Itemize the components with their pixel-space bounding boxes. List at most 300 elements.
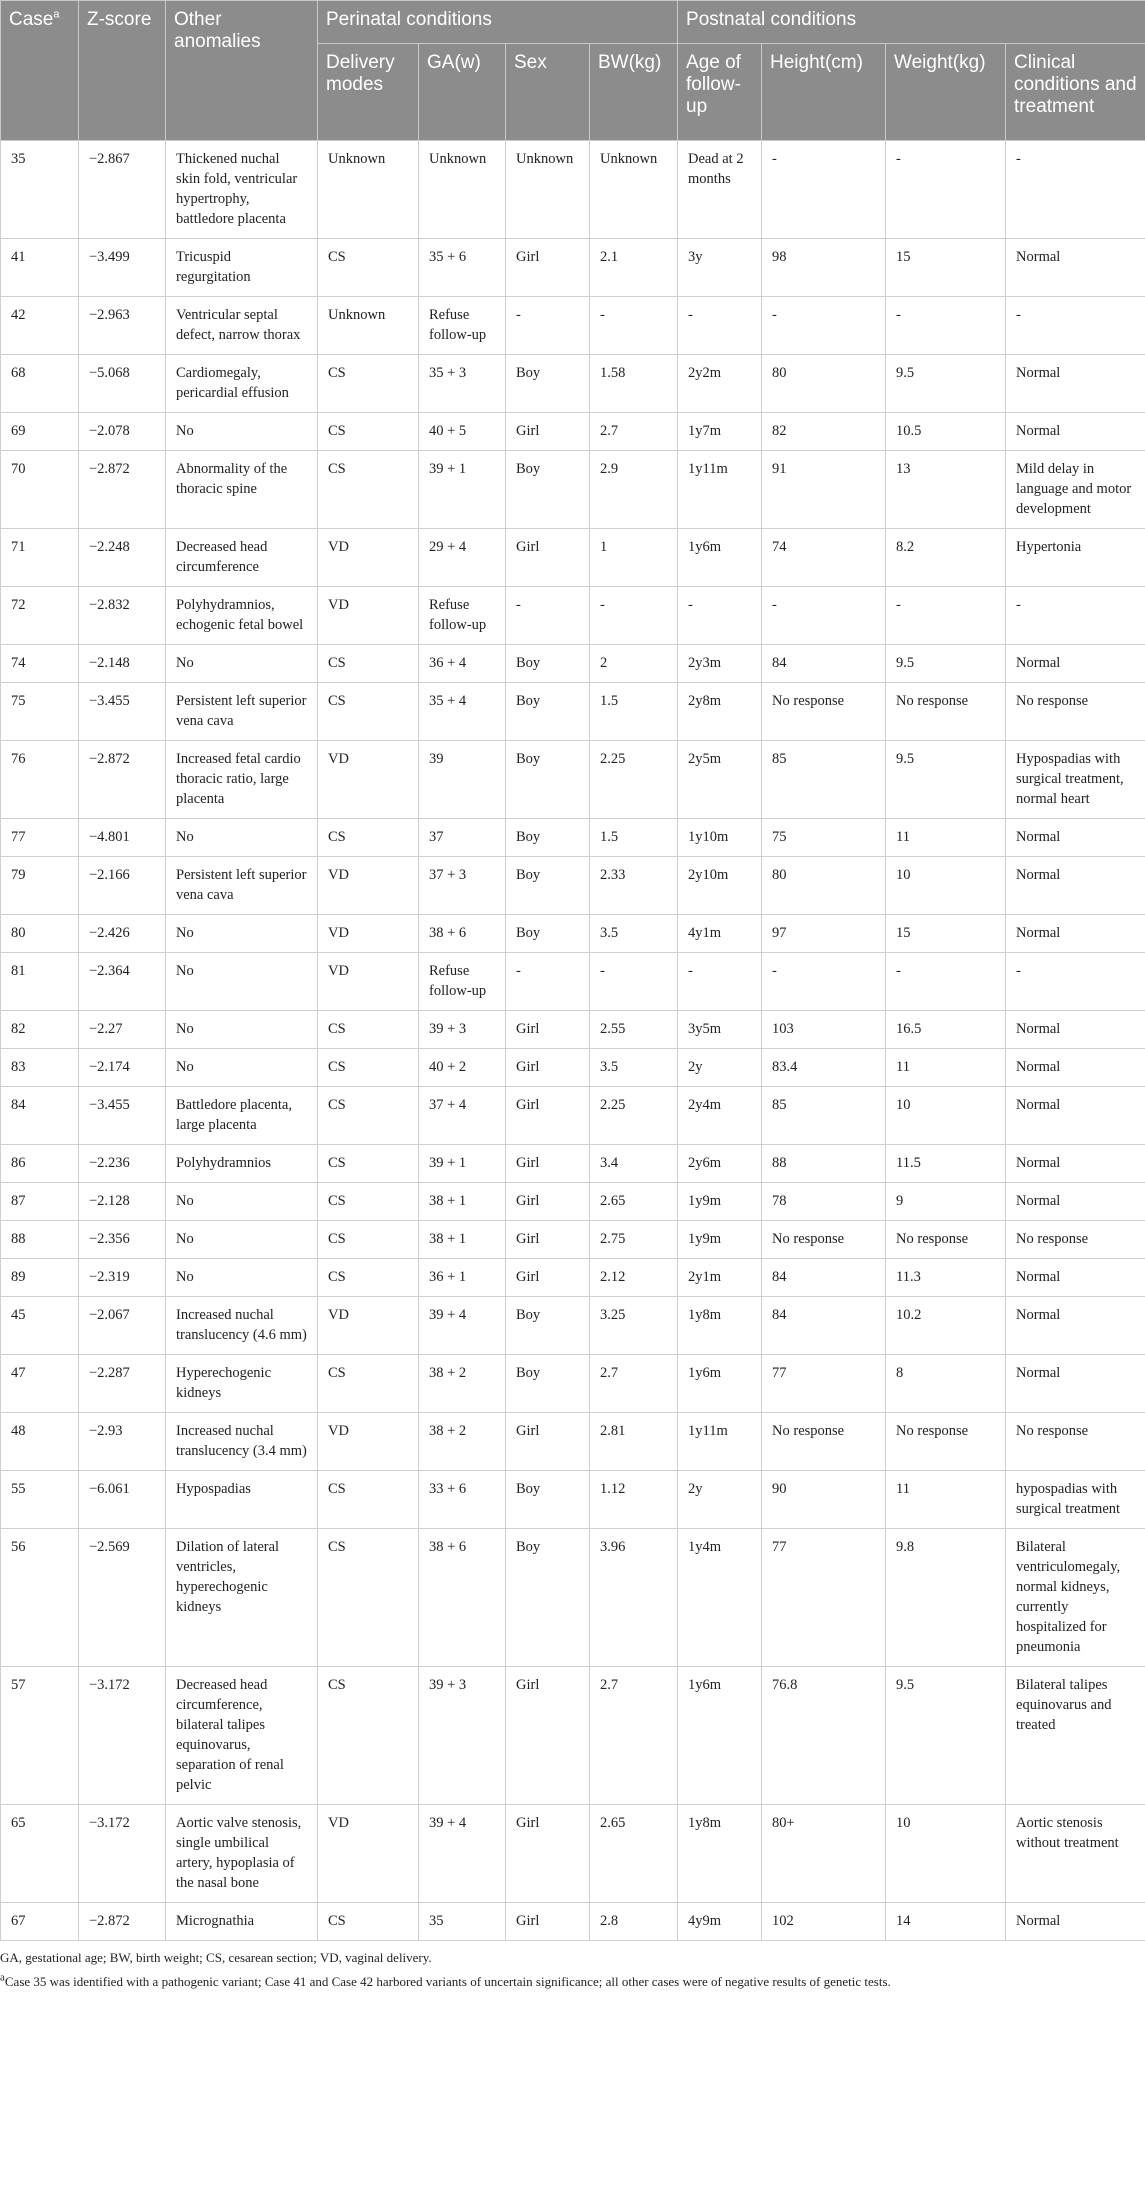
table-row bbox=[1, 1183, 1145, 1221]
cell-sex: Girl bbox=[506, 529, 590, 587]
cell-age-of-follow-up: 2y5m bbox=[678, 741, 762, 819]
table-row bbox=[1, 1903, 1145, 1941]
cell-weight: 8.2 bbox=[886, 529, 1006, 587]
cell-sex: - bbox=[506, 587, 590, 645]
cell-delivery-mode: Unknown bbox=[318, 141, 419, 239]
cell-weight: 11.5 bbox=[886, 1145, 1006, 1183]
cell-height: 80+ bbox=[762, 1805, 886, 1903]
cell-zscore: −2.128 bbox=[79, 1183, 166, 1221]
cell-other-anomalies: No bbox=[166, 1183, 318, 1221]
cell-sex: Boy bbox=[506, 683, 590, 741]
table-row bbox=[1, 1221, 1145, 1259]
cell-age-of-follow-up: 1y9m bbox=[678, 1221, 762, 1259]
cell-weight: - bbox=[886, 587, 1006, 645]
cell-sex: Boy bbox=[506, 857, 590, 915]
cell-delivery-mode: CS bbox=[318, 451, 419, 529]
cell-age-of-follow-up: 2y6m bbox=[678, 1145, 762, 1183]
cell-zscore: −2.319 bbox=[79, 1259, 166, 1297]
cell-ga: 39 + 1 bbox=[419, 451, 506, 529]
cell-other-anomalies: Cardiomegaly, pericardial effusion bbox=[166, 355, 318, 413]
cell-weight: 9 bbox=[886, 1183, 1006, 1221]
cell-delivery-mode: Unknown bbox=[318, 297, 419, 355]
cell-clinical-conditions: Normal bbox=[1006, 1259, 1145, 1297]
cell-ga: 38 + 2 bbox=[419, 1355, 506, 1413]
cell-age-of-follow-up: 3y5m bbox=[678, 1011, 762, 1049]
cell-sex: Girl bbox=[506, 1011, 590, 1049]
cell-sex: Boy bbox=[506, 1355, 590, 1413]
cell-delivery-mode: CS bbox=[318, 1011, 419, 1049]
cell-delivery-mode: VD bbox=[318, 741, 419, 819]
cell-other-anomalies: Increased nuchal translucency (3.4 mm) bbox=[166, 1413, 318, 1471]
cell-age-of-follow-up: 4y1m bbox=[678, 915, 762, 953]
cell-delivery-mode: VD bbox=[318, 915, 419, 953]
cell-zscore: −2.569 bbox=[79, 1529, 166, 1667]
cell-delivery-mode: CS bbox=[318, 1529, 419, 1667]
cell-age-of-follow-up: 2y1m bbox=[678, 1259, 762, 1297]
cell-ga: 37 bbox=[419, 819, 506, 857]
cell-clinical-conditions: - bbox=[1006, 297, 1145, 355]
cell-ga: 36 + 4 bbox=[419, 645, 506, 683]
table-row bbox=[1, 1049, 1145, 1087]
cell-bw: 2.25 bbox=[590, 741, 678, 819]
cell-zscore: −2.872 bbox=[79, 1903, 166, 1941]
cell-other-anomalies: Thickened nuchal skin fold, ventricular hypertrophy, battledore placenta bbox=[166, 141, 318, 239]
cell-case: 79 bbox=[1, 857, 79, 915]
cell-other-anomalies: No bbox=[166, 915, 318, 953]
cell-ga: 38 + 1 bbox=[419, 1221, 506, 1259]
cell-ga: 39 + 3 bbox=[419, 1011, 506, 1049]
cell-zscore: −2.356 bbox=[79, 1221, 166, 1259]
cell-clinical-conditions: Mild delay in language and motor development bbox=[1006, 451, 1145, 529]
cell-sex: Boy bbox=[506, 645, 590, 683]
cell-weight: 15 bbox=[886, 239, 1006, 297]
cell-bw: 2.55 bbox=[590, 1011, 678, 1049]
cell-case: 83 bbox=[1, 1049, 79, 1087]
cell-sex: Girl bbox=[506, 1145, 590, 1183]
cell-sex: Boy bbox=[506, 1529, 590, 1667]
cell-height: 97 bbox=[762, 915, 886, 953]
cell-clinical-conditions: - bbox=[1006, 953, 1145, 1011]
cell-age-of-follow-up: 1y6m bbox=[678, 1667, 762, 1805]
cell-other-anomalies: No bbox=[166, 1011, 318, 1049]
cell-weight: No response bbox=[886, 1413, 1006, 1471]
footnote-genetic-note: $^a$Case 35 was identified with a pathogenic variant; Case 41 and Case 42 harbored variants of uncertain significance; all other cases were of negative results of genetic tests. bbox=[0, 1971, 891, 1989]
header-sex: Sex bbox=[506, 44, 590, 141]
cell-clinical-conditions: Normal bbox=[1006, 1183, 1145, 1221]
table-row bbox=[1, 587, 1145, 645]
cell-height: 84 bbox=[762, 1297, 886, 1355]
cell-zscore: −2.067 bbox=[79, 1297, 166, 1355]
cell-case: 72 bbox=[1, 587, 79, 645]
cell-case: 89 bbox=[1, 1259, 79, 1297]
cell-bw: 1 bbox=[590, 529, 678, 587]
header-postnatal-conditions: Postnatal conditions bbox=[678, 1, 1145, 44]
cell-clinical-conditions: Normal bbox=[1006, 355, 1145, 413]
cell-other-anomalies: Micrognathia bbox=[166, 1903, 318, 1941]
table-row bbox=[1, 645, 1145, 683]
cell-bw: 2.9 bbox=[590, 451, 678, 529]
cell-delivery-mode: CS bbox=[318, 1221, 419, 1259]
cell-other-anomalies: Polyhydramnios bbox=[166, 1145, 318, 1183]
cell-case: 81 bbox=[1, 953, 79, 1011]
cell-other-anomalies: Battledore placenta, large placenta bbox=[166, 1087, 318, 1145]
cell-zscore: −2.166 bbox=[79, 857, 166, 915]
cell-ga: 40 + 2 bbox=[419, 1049, 506, 1087]
cell-bw: - bbox=[590, 587, 678, 645]
cell-zscore: −2.287 bbox=[79, 1355, 166, 1413]
header-case: Case$^a$ bbox=[1, 1, 79, 141]
cell-weight: 11 bbox=[886, 819, 1006, 857]
cell-height: - bbox=[762, 953, 886, 1011]
cell-age-of-follow-up: 2y bbox=[678, 1471, 762, 1529]
cell-zscore: −2.426 bbox=[79, 915, 166, 953]
cell-height: 91 bbox=[762, 451, 886, 529]
cell-age-of-follow-up: 2y3m bbox=[678, 645, 762, 683]
cell-zscore: −2.248 bbox=[79, 529, 166, 587]
header-perinatal-conditions: Perinatal conditions bbox=[318, 1, 678, 44]
cell-sex: Unknown bbox=[506, 141, 590, 239]
cell-delivery-mode: CS bbox=[318, 819, 419, 857]
cell-age-of-follow-up: 1y4m bbox=[678, 1529, 762, 1667]
table-row bbox=[1, 355, 1145, 413]
cell-clinical-conditions: Normal bbox=[1006, 239, 1145, 297]
cell-age-of-follow-up: - bbox=[678, 953, 762, 1011]
cell-other-anomalies: No bbox=[166, 1049, 318, 1087]
cell-bw: 2.12 bbox=[590, 1259, 678, 1297]
cell-ga: 39 + 4 bbox=[419, 1805, 506, 1903]
cell-clinical-conditions: Normal bbox=[1006, 413, 1145, 451]
cell-case: 87 bbox=[1, 1183, 79, 1221]
cell-other-anomalies: Tricuspid regurgitation bbox=[166, 239, 318, 297]
cell-ga: 29 + 4 bbox=[419, 529, 506, 587]
cell-age-of-follow-up: 2y2m bbox=[678, 355, 762, 413]
cell-age-of-follow-up: 1y10m bbox=[678, 819, 762, 857]
cell-height: 80 bbox=[762, 857, 886, 915]
cell-sex: - bbox=[506, 297, 590, 355]
cell-ga: Unknown bbox=[419, 141, 506, 239]
cell-height: 85 bbox=[762, 1087, 886, 1145]
cell-weight: 15 bbox=[886, 915, 1006, 953]
cell-case: 70 bbox=[1, 451, 79, 529]
table-row bbox=[1, 857, 1145, 915]
cell-height: - bbox=[762, 587, 886, 645]
cell-ga: 35 bbox=[419, 1903, 506, 1941]
cell-zscore: −2.872 bbox=[79, 451, 166, 529]
cell-weight: - bbox=[886, 953, 1006, 1011]
cell-weight: 9.5 bbox=[886, 645, 1006, 683]
cell-sex: Boy bbox=[506, 1297, 590, 1355]
header-delivery-modes: Delivery modes bbox=[318, 44, 419, 141]
cell-sex: Boy bbox=[506, 819, 590, 857]
cell-weight: 11.3 bbox=[886, 1259, 1006, 1297]
cell-ga: 39 + 4 bbox=[419, 1297, 506, 1355]
cell-sex: Girl bbox=[506, 1087, 590, 1145]
cell-bw: 2.65 bbox=[590, 1183, 678, 1221]
cell-ga: 37 + 4 bbox=[419, 1087, 506, 1145]
cell-clinical-conditions: Bilateral talipes equinovarus and treated bbox=[1006, 1667, 1145, 1805]
table-header bbox=[1, 1, 1145, 141]
cell-clinical-conditions: - bbox=[1006, 141, 1145, 239]
cell-case: 55 bbox=[1, 1471, 79, 1529]
cell-age-of-follow-up: 2y8m bbox=[678, 683, 762, 741]
cell-age-of-follow-up: 1y6m bbox=[678, 1355, 762, 1413]
cell-age-of-follow-up: 1y8m bbox=[678, 1805, 762, 1903]
cell-sex: Girl bbox=[506, 413, 590, 451]
cell-weight: 11 bbox=[886, 1049, 1006, 1087]
cell-ga: 39 + 1 bbox=[419, 1145, 506, 1183]
table-footnotes bbox=[0, 1941, 1145, 1992]
cell-ga: 38 + 6 bbox=[419, 1529, 506, 1667]
cell-weight: 13 bbox=[886, 451, 1006, 529]
cell-weight: - bbox=[886, 297, 1006, 355]
cell-bw: 2.75 bbox=[590, 1221, 678, 1259]
cell-age-of-follow-up: 4y9m bbox=[678, 1903, 762, 1941]
cell-weight: 10.5 bbox=[886, 413, 1006, 451]
cell-clinical-conditions: Normal bbox=[1006, 857, 1145, 915]
cell-age-of-follow-up: - bbox=[678, 587, 762, 645]
cell-zscore: −2.364 bbox=[79, 953, 166, 1011]
cell-ga: Refuse follow-up bbox=[419, 297, 506, 355]
cell-bw: 1.5 bbox=[590, 683, 678, 741]
cell-weight: 10 bbox=[886, 857, 1006, 915]
cell-sex: Girl bbox=[506, 1413, 590, 1471]
cell-case: 86 bbox=[1, 1145, 79, 1183]
cell-bw: Unknown bbox=[590, 141, 678, 239]
cell-delivery-mode: CS bbox=[318, 413, 419, 451]
cell-other-anomalies: Aortic valve stenosis, single umbilical artery, hypoplasia of the nasal bone bbox=[166, 1805, 318, 1903]
cell-case: 68 bbox=[1, 355, 79, 413]
cell-age-of-follow-up: 2y4m bbox=[678, 1087, 762, 1145]
cell-bw: 2.7 bbox=[590, 1667, 678, 1805]
cell-zscore: −2.872 bbox=[79, 741, 166, 819]
cell-ga: 38 + 1 bbox=[419, 1183, 506, 1221]
cell-case: 82 bbox=[1, 1011, 79, 1049]
cell-delivery-mode: CS bbox=[318, 645, 419, 683]
cell-bw: 2.33 bbox=[590, 857, 678, 915]
cell-bw: 2 bbox=[590, 645, 678, 683]
cell-other-anomalies: No bbox=[166, 819, 318, 857]
cell-ga: 35 + 6 bbox=[419, 239, 506, 297]
cell-delivery-mode: CS bbox=[318, 1183, 419, 1221]
cell-bw: 1.5 bbox=[590, 819, 678, 857]
cell-age-of-follow-up: 1y7m bbox=[678, 413, 762, 451]
cell-height: 102 bbox=[762, 1903, 886, 1941]
cell-height: 98 bbox=[762, 239, 886, 297]
cell-delivery-mode: CS bbox=[318, 355, 419, 413]
table-row bbox=[1, 1805, 1145, 1903]
cell-height: 77 bbox=[762, 1529, 886, 1667]
table-row bbox=[1, 1355, 1145, 1413]
table-row bbox=[1, 1529, 1145, 1667]
cell-bw: - bbox=[590, 297, 678, 355]
table-row bbox=[1, 529, 1145, 587]
cell-weight: 10.2 bbox=[886, 1297, 1006, 1355]
cell-bw: 2.65 bbox=[590, 1805, 678, 1903]
cell-height: 83.4 bbox=[762, 1049, 886, 1087]
cell-weight: 10 bbox=[886, 1087, 1006, 1145]
cell-clinical-conditions: Hypertonia bbox=[1006, 529, 1145, 587]
cell-height: 76.8 bbox=[762, 1667, 886, 1805]
cell-ga: 37 + 3 bbox=[419, 857, 506, 915]
cell-clinical-conditions: hypospadias with surgical treatment bbox=[1006, 1471, 1145, 1529]
cell-case: 57 bbox=[1, 1667, 79, 1805]
cell-age-of-follow-up: 1y9m bbox=[678, 1183, 762, 1221]
cell-weight: 9.5 bbox=[886, 1667, 1006, 1805]
cell-clinical-conditions: Normal bbox=[1006, 1049, 1145, 1087]
table-row bbox=[1, 741, 1145, 819]
cell-sex: Boy bbox=[506, 1471, 590, 1529]
cell-case: 65 bbox=[1, 1805, 79, 1903]
cell-weight: No response bbox=[886, 683, 1006, 741]
cell-zscore: −3.455 bbox=[79, 683, 166, 741]
footnote-abbreviations: GA, gestational age; BW, birth weight; CS, cesarean section; VD, vaginal delivery. bbox=[0, 1950, 432, 1965]
cell-zscore: −2.236 bbox=[79, 1145, 166, 1183]
cell-bw: 2.81 bbox=[590, 1413, 678, 1471]
cell-delivery-mode: CS bbox=[318, 1903, 419, 1941]
table-row bbox=[1, 1087, 1145, 1145]
cell-delivery-mode: CS bbox=[318, 239, 419, 297]
cell-case: 84 bbox=[1, 1087, 79, 1145]
table-row bbox=[1, 141, 1145, 239]
cell-delivery-mode: CS bbox=[318, 1259, 419, 1297]
cell-case: 74 bbox=[1, 645, 79, 683]
header-other-anomalies: Other anomalies bbox=[166, 1, 318, 141]
cell-weight: 14 bbox=[886, 1903, 1006, 1941]
cell-delivery-mode: CS bbox=[318, 1049, 419, 1087]
cell-bw: 2.7 bbox=[590, 413, 678, 451]
table-row bbox=[1, 1011, 1145, 1049]
cell-ga: 33 + 6 bbox=[419, 1471, 506, 1529]
cell-case: 88 bbox=[1, 1221, 79, 1259]
cell-clinical-conditions: Normal bbox=[1006, 819, 1145, 857]
cell-zscore: −3.172 bbox=[79, 1667, 166, 1805]
cell-height: 80 bbox=[762, 355, 886, 413]
cell-zscore: −2.963 bbox=[79, 297, 166, 355]
cell-bw: 3.5 bbox=[590, 915, 678, 953]
cell-weight: 11 bbox=[886, 1471, 1006, 1529]
table-row bbox=[1, 297, 1145, 355]
cell-other-anomalies: No bbox=[166, 953, 318, 1011]
cell-other-anomalies: No bbox=[166, 1221, 318, 1259]
cell-age-of-follow-up: 1y11m bbox=[678, 1413, 762, 1471]
header-weight: Weight(kg) bbox=[886, 44, 1006, 141]
cell-zscore: −5.068 bbox=[79, 355, 166, 413]
cell-ga: 35 + 3 bbox=[419, 355, 506, 413]
cell-sex: Girl bbox=[506, 1667, 590, 1805]
cell-zscore: −2.832 bbox=[79, 587, 166, 645]
cell-other-anomalies: Increased nuchal translucency (4.6 mm) bbox=[166, 1297, 318, 1355]
table-row bbox=[1, 1297, 1145, 1355]
table-row bbox=[1, 1471, 1145, 1529]
cell-sex: Boy bbox=[506, 451, 590, 529]
cell-zscore: −3.455 bbox=[79, 1087, 166, 1145]
cell-height: 90 bbox=[762, 1471, 886, 1529]
cell-weight: 9.5 bbox=[886, 355, 1006, 413]
cell-weight: 9.5 bbox=[886, 741, 1006, 819]
cell-other-anomalies: Persistent left superior vena cava bbox=[166, 857, 318, 915]
cell-clinical-conditions: Normal bbox=[1006, 1355, 1145, 1413]
table-row bbox=[1, 953, 1145, 1011]
cell-height: 88 bbox=[762, 1145, 886, 1183]
cell-delivery-mode: VD bbox=[318, 857, 419, 915]
cell-bw: 3.5 bbox=[590, 1049, 678, 1087]
cell-clinical-conditions: Normal bbox=[1006, 645, 1145, 683]
cell-delivery-mode: CS bbox=[318, 1355, 419, 1413]
cell-delivery-mode: VD bbox=[318, 1805, 419, 1903]
cell-clinical-conditions: Aortic stenosis without treatment bbox=[1006, 1805, 1145, 1903]
cell-height: 78 bbox=[762, 1183, 886, 1221]
table-row bbox=[1, 239, 1145, 297]
cell-age-of-follow-up: 1y8m bbox=[678, 1297, 762, 1355]
cell-other-anomalies: Polyhydramnios, echogenic fetal bowel bbox=[166, 587, 318, 645]
cell-other-anomalies: Dilation of lateral ventricles, hyperechogenic kidneys bbox=[166, 1529, 318, 1667]
cell-clinical-conditions: - bbox=[1006, 587, 1145, 645]
cell-case: 69 bbox=[1, 413, 79, 451]
cell-bw: 2.25 bbox=[590, 1087, 678, 1145]
cell-other-anomalies: Hyperechogenic kidneys bbox=[166, 1355, 318, 1413]
cell-other-anomalies: Increased fetal cardio thoracic ratio, large placenta bbox=[166, 741, 318, 819]
cell-zscore: −2.148 bbox=[79, 645, 166, 683]
cell-sex: Boy bbox=[506, 355, 590, 413]
header-height: Height(cm) bbox=[762, 44, 886, 141]
cell-height: 84 bbox=[762, 645, 886, 683]
cell-delivery-mode: VD bbox=[318, 1297, 419, 1355]
cell-other-anomalies: Abnormality of the thoracic spine bbox=[166, 451, 318, 529]
cell-other-anomalies: No bbox=[166, 413, 318, 451]
cell-sex: Girl bbox=[506, 1049, 590, 1087]
cell-age-of-follow-up: 2y10m bbox=[678, 857, 762, 915]
cell-case: 75 bbox=[1, 683, 79, 741]
cell-sex: Girl bbox=[506, 1805, 590, 1903]
cell-case: 48 bbox=[1, 1413, 79, 1471]
cell-height: 85 bbox=[762, 741, 886, 819]
cell-height: 74 bbox=[762, 529, 886, 587]
cell-bw: - bbox=[590, 953, 678, 1011]
cell-zscore: −3.499 bbox=[79, 239, 166, 297]
table-body bbox=[1, 141, 1145, 1941]
table-row bbox=[1, 1667, 1145, 1805]
table-row bbox=[1, 1145, 1145, 1183]
cell-clinical-conditions: Normal bbox=[1006, 1903, 1145, 1941]
cell-height: - bbox=[762, 141, 886, 239]
cell-height: 103 bbox=[762, 1011, 886, 1049]
cell-bw: 3.25 bbox=[590, 1297, 678, 1355]
cell-ga: 39 bbox=[419, 741, 506, 819]
cell-other-anomalies: Persistent left superior vena cava bbox=[166, 683, 318, 741]
cell-height: 82 bbox=[762, 413, 886, 451]
cell-bw: 1.12 bbox=[590, 1471, 678, 1529]
cell-height: No response bbox=[762, 1413, 886, 1471]
cell-sex: Boy bbox=[506, 915, 590, 953]
cell-zscore: −2.174 bbox=[79, 1049, 166, 1087]
cell-clinical-conditions: No response bbox=[1006, 1413, 1145, 1471]
cell-weight: 10 bbox=[886, 1805, 1006, 1903]
cell-zscore: −2.27 bbox=[79, 1011, 166, 1049]
table-row bbox=[1, 915, 1145, 953]
cell-sex: Girl bbox=[506, 1903, 590, 1941]
cell-sex: Girl bbox=[506, 1259, 590, 1297]
cell-delivery-mode: VD bbox=[318, 587, 419, 645]
cell-case: 41 bbox=[1, 239, 79, 297]
cell-other-anomalies: No bbox=[166, 1259, 318, 1297]
cell-sex: Girl bbox=[506, 239, 590, 297]
cell-ga: 39 + 3 bbox=[419, 1667, 506, 1805]
cell-clinical-conditions: Normal bbox=[1006, 1087, 1145, 1145]
cell-case: 71 bbox=[1, 529, 79, 587]
cell-height: 77 bbox=[762, 1355, 886, 1413]
cell-other-anomalies: Decreased head circumference, bilateral talipes equinovarus, separation of renal pelvic bbox=[166, 1667, 318, 1805]
header-age-of-follow-up: Age of follow-up bbox=[678, 44, 762, 141]
